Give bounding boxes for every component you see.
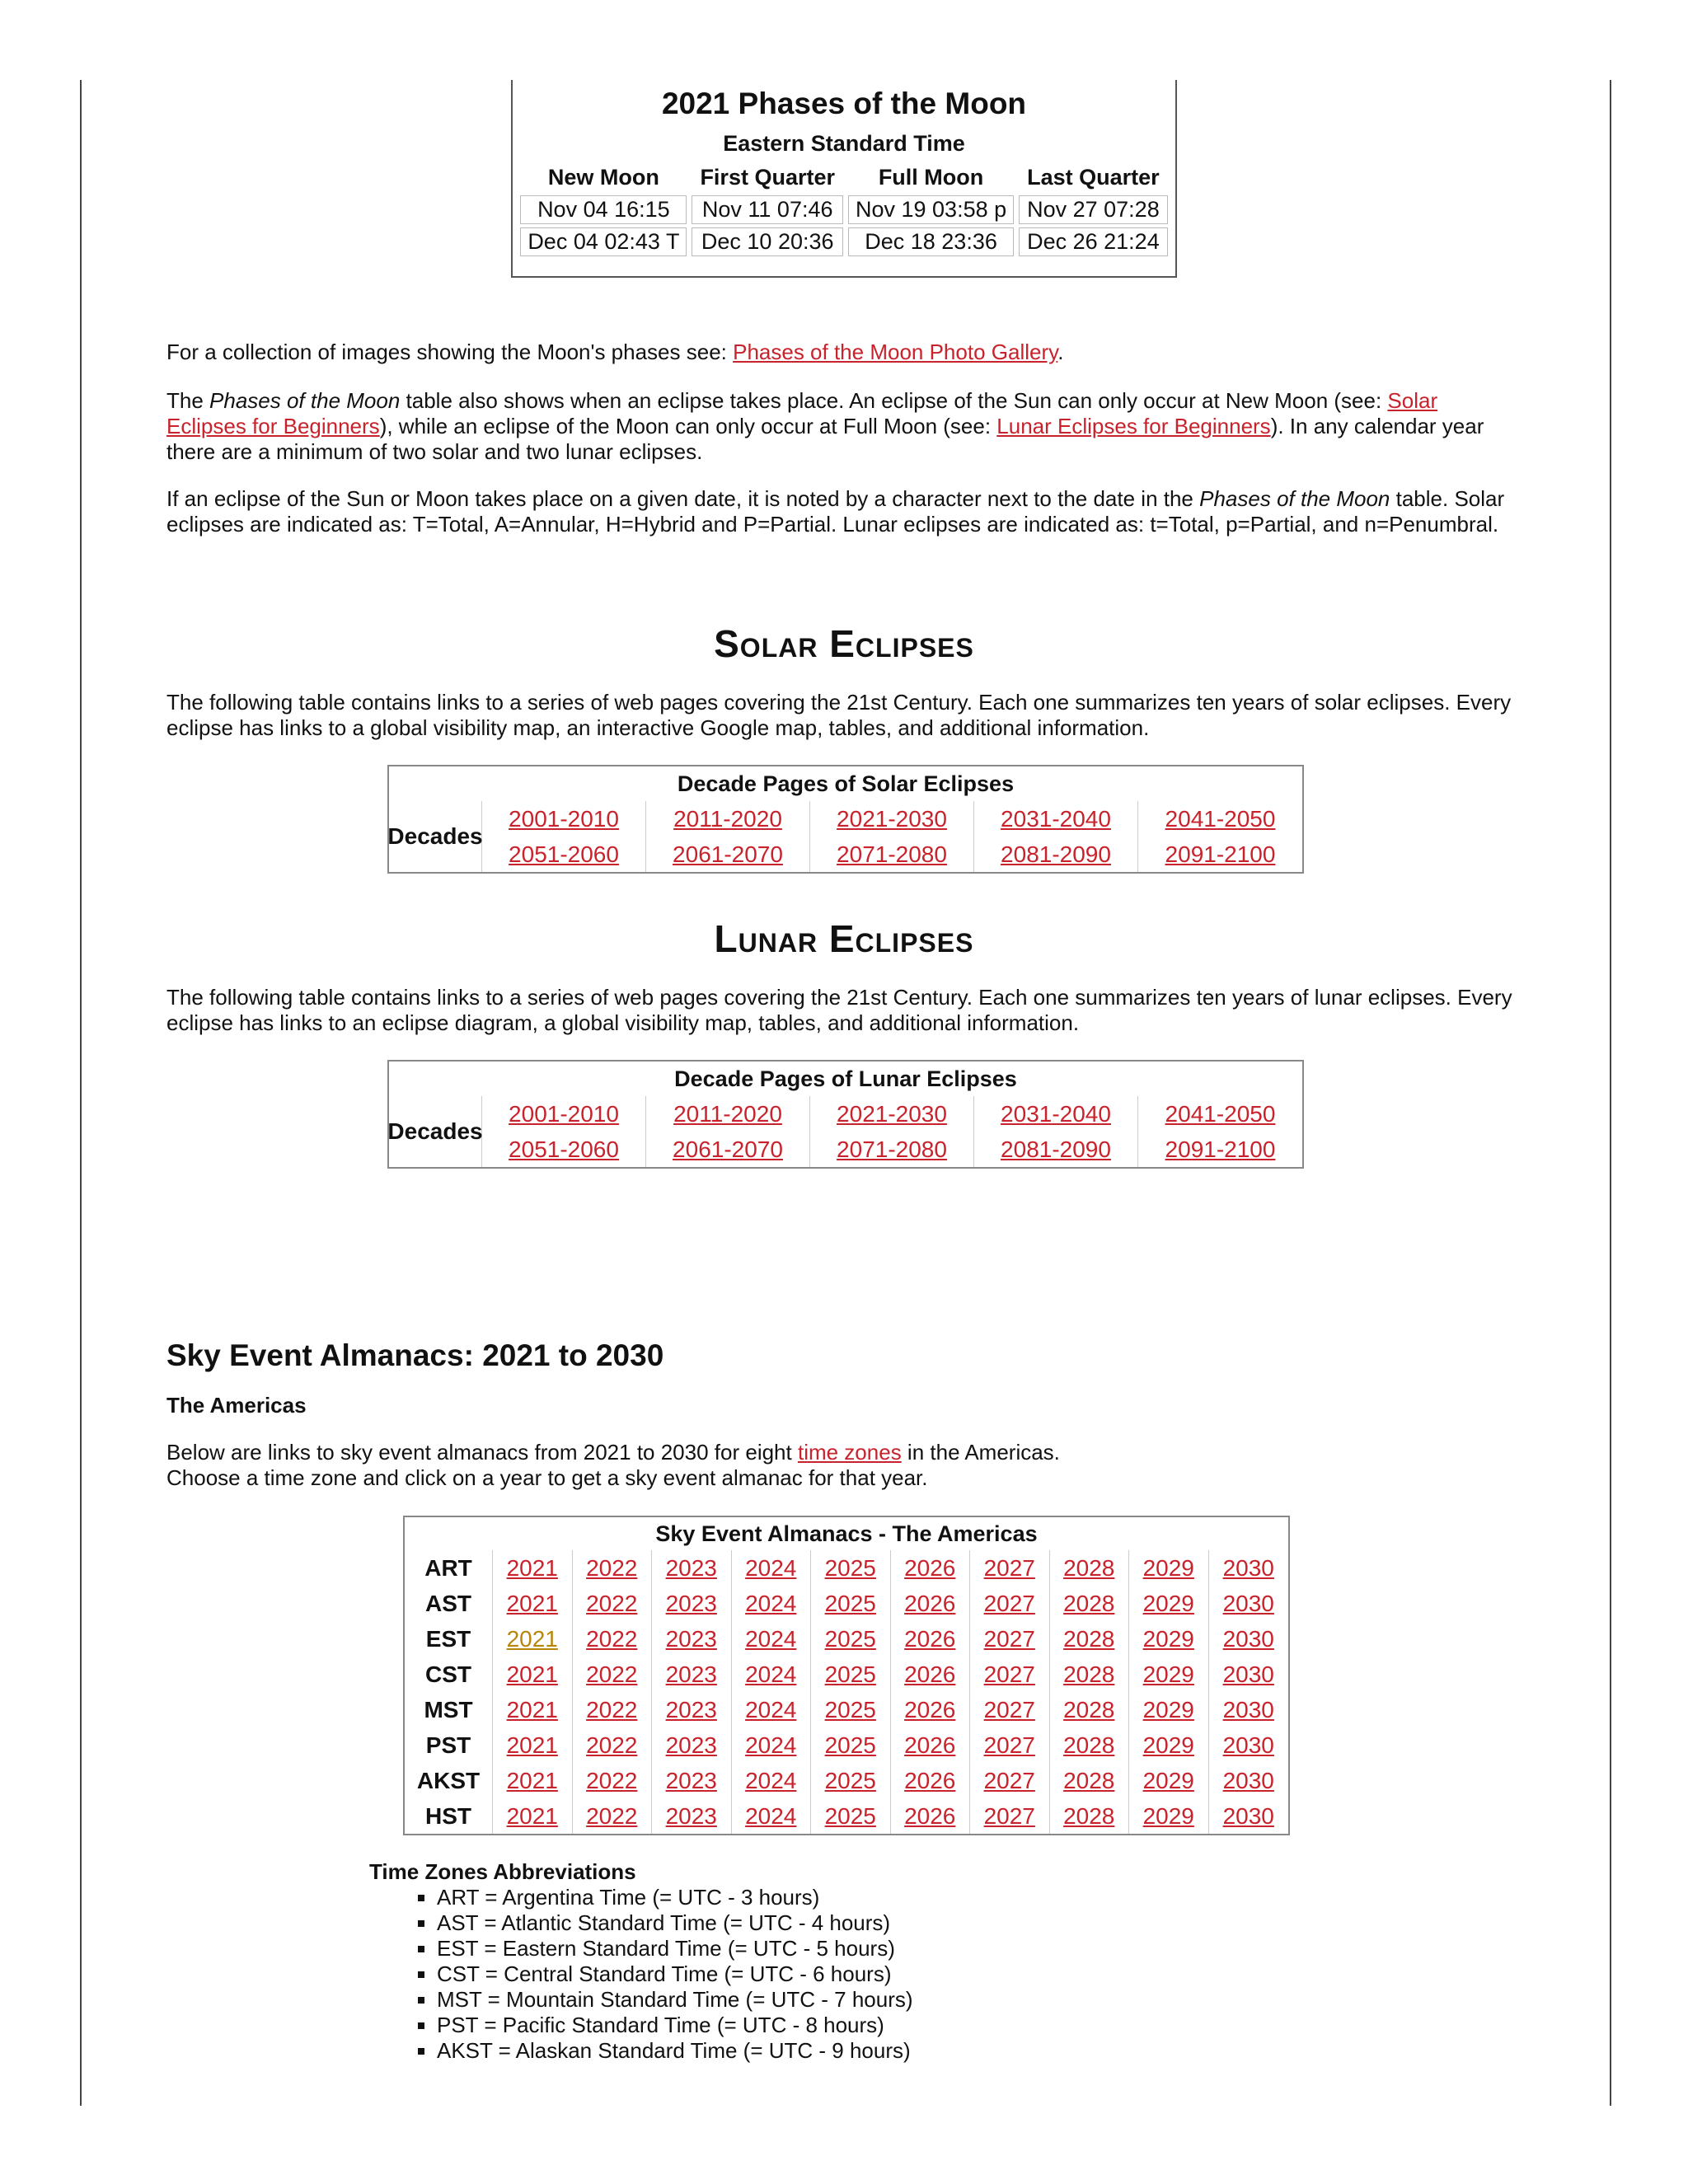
lunar-intro: The following table contains links to a series of web pages covering the 21st Century. Each one summarizes ten years of lunar eclipses. Every eclipse has links to an eclipse diagram, a global visibility map, tables, and additional information. [166,985,1512,1035]
almanac-year-link[interactable]: 2021 [493,1692,573,1727]
almanac-year-link[interactable]: 2022 [573,1763,653,1798]
almanac-year-link[interactable]: 2025 [811,1763,891,1798]
lunar-decades-title: Decade Pages of Lunar Eclipses [674,1066,1017,1091]
lunar-decade-link[interactable]: 2081-2090 [974,1132,1138,1167]
gallery-text-end: . [1057,340,1064,364]
solar-decade-link[interactable]: 2041-2050 [1165,806,1276,832]
almanac-year-link[interactable]: 2024 [732,1550,812,1586]
almanac-year-link[interactable]: 2022 [573,1621,653,1657]
time-zone-label: CST [405,1657,493,1692]
almanac-year-link[interactable]: 2024 [732,1692,812,1727]
almanac-table [403,1516,1290,1835]
almanac-year-link[interactable]: 2028 [1050,1798,1130,1834]
gallery-text: For a collection of images showing the Moon's phases see: [166,340,734,364]
phase-cell: Nov 04 16:15 [520,195,687,224]
almanac-year-link[interactable]: 2024 [732,1763,812,1798]
list-item: ▪ EST = Eastern Standard Time (= UTC - 5 hours) [437,1936,913,1961]
solar-decade-link[interactable]: 2021-2030 [810,801,974,837]
lunar-decade-link[interactable]: 2041-2050 [1165,1101,1276,1127]
almanac-year-link[interactable]: 2025 [811,1621,891,1657]
almanacs-heading: Sky Event Almanacs: 2021 to 2030 [166,1338,664,1372]
moon-phases-table [511,80,1177,278]
almanac-year-link[interactable]: 2028 [1050,1550,1130,1586]
eclipse-paragraph [166,388,1518,465]
lunar-decade-link[interactable]: 2011-2020 [646,1096,810,1132]
table-row [405,1692,1288,1727]
almanac-year-link[interactable]: 2023 [652,1550,732,1586]
list-item: ▪ ART = Argentina Time (= UTC - 3 hours) [437,1885,913,1910]
almanac-year-link[interactable]: 2025 [811,1657,891,1692]
phase-cell: Nov 11 07:46 [692,195,843,224]
notation-paragraph [166,486,1518,537]
lunar-decade-link[interactable]: 2061-2070 [646,1132,810,1167]
almanac-year-link[interactable]: 2030 [1222,1626,1274,1652]
almanac-year-link[interactable]: 2026 [891,1586,971,1621]
page-border-left [80,80,82,2106]
almanac-year-link[interactable]: 2021 [493,1798,573,1834]
time-zone-label: HST [405,1798,493,1834]
list-item: ▪ PST = Pacific Standard Time (= UTC - 8 hours) [437,2013,913,2038]
phase-cell: Dec 26 21:24 [1019,227,1168,256]
table-row [405,1550,1288,1586]
almanac-year-link[interactable]: 2027 [970,1727,1050,1763]
almanac-year-link[interactable]: 2025 [811,1798,891,1834]
almanac-year-link[interactable]: 2023 [652,1763,732,1798]
lunar-decade-link[interactable]: 2021-2030 [810,1096,974,1132]
phase-cell: Dec 04 02:43 T [520,227,687,256]
almanac-year-link[interactable]: 2028 [1050,1763,1130,1798]
page-border-right [1610,80,1611,2106]
almanac-year-link[interactable]: 2023 [652,1727,732,1763]
lunar-eclipses-beginners-link[interactable]: Lunar Eclipses for Beginners [996,414,1271,438]
list-item: ▪ CST = Central Standard Time (= UTC - 6 hours) [437,1961,913,1987]
almanac-intro [166,1440,1518,1491]
almanac-year-link[interactable]: 2027 [970,1763,1050,1798]
col-header-first-quarter: First Quarter [700,165,835,190]
moon-phases-title: 2021 Phases of the Moon [661,87,1027,120]
col-header-last-quarter: Last Quarter [1027,165,1160,190]
moon-phases-subtitle: Eastern Standard Time [723,131,965,156]
lunar-decade-link[interactable]: 2071-2080 [810,1132,974,1167]
almanac-year-link[interactable]: 2028 [1050,1692,1130,1727]
almanac-year-link[interactable]: 2029 [1129,1763,1209,1798]
lunar-decade-link[interactable]: 2091-2100 [1165,1137,1276,1162]
almanac-year-link[interactable]: 2022 [573,1657,653,1692]
almanac-year-link[interactable]: 2029 [1129,1798,1209,1834]
solar-decade-link[interactable]: 2051-2060 [482,837,646,872]
almanac-year-link[interactable]: 2026 [891,1727,971,1763]
almanac-intro-text-end: in the Americas. [901,1440,1060,1465]
time-zones-link[interactable]: time zones [797,1440,902,1465]
solar-eclipses-beginners-link[interactable]: Solar Eclipses for Beginners [166,388,1438,438]
almanac-year-link[interactable]: 2028 [1050,1727,1130,1763]
almanac-year-link[interactable]: 2027 [970,1621,1050,1657]
decades-label: Decades [389,1096,482,1167]
almanac-year-link[interactable]: 2022 [573,1798,653,1834]
solar-decade-link[interactable]: 2071-2080 [810,837,974,872]
table-row [405,1586,1288,1621]
gallery-paragraph [166,340,1518,365]
almanac-intro-line2: Choose a time zone and click on a year to get a sky event almanac for that year. [166,1465,928,1490]
almanac-year-link[interactable]: 2026 [891,1763,971,1798]
solar-decade-link[interactable]: 2011-2020 [646,801,810,837]
list-item: ▪ MST = Mountain Standard Time (= UTC - 7 hours) [437,1987,913,2013]
solar-decade-link[interactable]: 2061-2070 [646,837,810,872]
table-row [520,227,1167,256]
decades-label: Decades [389,801,482,872]
table-row [405,1657,1288,1692]
almanac-year-link[interactable]: 2030 [1222,1803,1274,1829]
almanac-year-link[interactable]: 2030 [1222,1732,1274,1758]
almanac-year-link[interactable]: 2029 [1129,1692,1209,1727]
almanac-year-link[interactable]: 2021 [493,1763,573,1798]
table-row [520,195,1167,224]
lunar-decades-table [387,1060,1304,1169]
almanac-year-link[interactable]: 2029 [1129,1657,1209,1692]
time-zone-label: ART [405,1550,493,1586]
solar-decade-link[interactable]: 2001-2010 [482,801,646,837]
almanac-year-link[interactable]: 2030 [1222,1697,1274,1722]
almanac-table-title: Sky Event Almanacs - The Americas [655,1521,1038,1546]
almanac-year-link[interactable]: 2026 [891,1692,971,1727]
time-zone-label: EST [405,1621,493,1657]
almanac-year-link[interactable]: 2025 [811,1586,891,1621]
almanac-year-link[interactable]: 2028 [1050,1657,1130,1692]
eclipse-text: ). In any calendar year there are a minimum of two solar and two lunar eclipses. [166,414,1484,464]
solar-eclipses-heading: Solar Eclipses [714,622,974,665]
time-zone-label: PST [405,1727,493,1763]
almanac-year-link[interactable]: 2029 [1129,1586,1209,1621]
notation-text: If an eclipse of the Sun or Moon takes place on a given date, it is noted by a character next to the date in the [166,486,1200,511]
solar-decades-table [387,765,1304,874]
phase-cell: Nov 19 03:58 p [848,195,1014,224]
almanac-year-link[interactable]: 2027 [970,1657,1050,1692]
solar-intro: The following table contains links to a series of web pages covering the 21st Century. Each one summarizes ten years of solar eclipses. Every eclipse has links to a global visibility map, an interactive Google map, tables, and additional information. [166,690,1512,740]
almanac-year-link[interactable]: 2021 [493,1586,573,1621]
almanac-year-link[interactable]: 2023 [652,1621,732,1657]
eclipse-text: ), while an eclipse of the Moon can only occur at Full Moon (see: [379,414,997,438]
lunar-eclipses-heading: Lunar Eclipses [714,917,974,960]
time-zone-abbreviations [369,1859,913,2064]
almanac-year-link[interactable]: 2029 [1129,1727,1209,1763]
almanac-year-link[interactable]: 2026 [891,1657,971,1692]
almanac-year-link[interactable]: 2029 [1129,1550,1209,1586]
solar-decade-link[interactable]: 2091-2100 [1165,841,1276,867]
almanac-year-link[interactable]: 2028 [1050,1621,1130,1657]
col-header-new-moon: New Moon [547,165,659,190]
almanac-year-link[interactable]: 2023 [652,1657,732,1692]
list-item: ▪ AKST = Alaskan Standard Time (= UTC - 9 hours) [437,2038,913,2064]
col-header-full-moon: Full Moon [878,165,984,190]
almanac-year-link[interactable]: 2023 [652,1798,732,1834]
almanac-intro-text: Below are links to sky event almanacs from 2021 to 2030 for eight [166,1440,798,1465]
almanac-year-link[interactable]: 2027 [970,1586,1050,1621]
solar-decades-title: Decade Pages of Solar Eclipses [677,771,1015,796]
lunar-decade-link[interactable]: 2051-2060 [482,1132,646,1167]
almanac-year-link[interactable]: 2027 [970,1692,1050,1727]
almanac-year-link[interactable]: 2027 [970,1550,1050,1586]
almanac-year-link[interactable]: 2027 [970,1798,1050,1834]
almanac-year-link[interactable]: 2023 [652,1692,732,1727]
almanac-year-link[interactable]: 2028 [1050,1586,1130,1621]
solar-decade-link[interactable]: 2081-2090 [974,837,1138,872]
almanac-year-link[interactable]: 2021 [493,1657,573,1692]
eclipse-text-emphasis: Phases of the Moon [209,388,401,413]
almanac-year-link[interactable]: 2030 [1222,1768,1274,1793]
almanac-year-link[interactable]: 2024 [732,1586,812,1621]
almanac-year-link[interactable]: 2023 [652,1586,732,1621]
almanac-year-link[interactable]: 2026 [891,1798,971,1834]
almanac-year-link[interactable]: 2024 [732,1657,812,1692]
americas-subheading: The Americas [166,1393,307,1418]
almanac-year-link[interactable]: 2026 [891,1621,971,1657]
phase-cell: Nov 27 07:28 [1019,195,1168,224]
almanac-year-link[interactable]: 2026 [891,1550,971,1586]
solar-decade-link[interactable]: 2031-2040 [974,801,1138,837]
time-zone-label: AST [405,1586,493,1621]
almanac-year-link[interactable]: 2022 [573,1550,653,1586]
lunar-decade-link[interactable]: 2031-2040 [974,1096,1138,1132]
notation-text-emphasis: Phases of the Moon [1199,486,1390,511]
almanac-year-link[interactable]: 2022 [573,1692,653,1727]
list-item: ▪ AST = Atlantic Standard Time (= UTC - 4 hours) [437,1910,913,1936]
eclipse-text: The [166,388,210,413]
almanac-year-link[interactable]: 2021 [493,1727,573,1763]
almanac-year-link[interactable]: 2030 [1222,1661,1274,1687]
almanac-year-link[interactable]: 2021 [493,1621,573,1657]
almanac-year-link[interactable]: 2025 [811,1727,891,1763]
time-zone-label: AKST [405,1763,493,1798]
phase-cell: Dec 18 23:36 [848,227,1014,256]
time-zone-label: MST [405,1692,493,1727]
almanac-year-link[interactable]: 2021 [493,1550,573,1586]
almanac-year-link[interactable]: 2022 [573,1586,653,1621]
almanac-year-link[interactable]: 2024 [732,1621,812,1657]
almanac-year-link[interactable]: 2022 [573,1727,653,1763]
table-row [405,1763,1288,1798]
almanac-year-link[interactable]: 2030 [1222,1591,1274,1616]
eclipse-text: table also shows when an eclipse takes place. An eclipse of the Sun can only occur at New Moon (see: [400,388,1388,413]
tz-abbr-title: Time Zones Abbreviations [369,1859,636,1884]
phase-cell: Dec 10 20:36 [692,227,843,256]
photo-gallery-link[interactable]: Phases of the Moon Photo Gallery [733,340,1058,364]
almanac-year-link[interactable]: 2025 [811,1550,891,1586]
almanac-year-link[interactable]: 2024 [732,1727,812,1763]
lunar-decade-link[interactable]: 2001-2010 [482,1096,646,1132]
table-row [405,1621,1288,1657]
notation-text: table. Solar eclipses are indicated as: T=Total, A=Annular, H=Hybrid and P=Partial. Lunar eclipses are indicated as: t=Total, p=Partial, and n=Penumbral. [166,486,1505,537]
table-row [405,1727,1288,1763]
almanac-year-link[interactable]: 2024 [732,1798,812,1834]
almanac-year-link[interactable]: 2025 [811,1692,891,1727]
table-row [405,1798,1288,1834]
almanac-year-link[interactable]: 2030 [1222,1555,1274,1581]
almanac-year-link[interactable]: 2029 [1129,1621,1209,1657]
